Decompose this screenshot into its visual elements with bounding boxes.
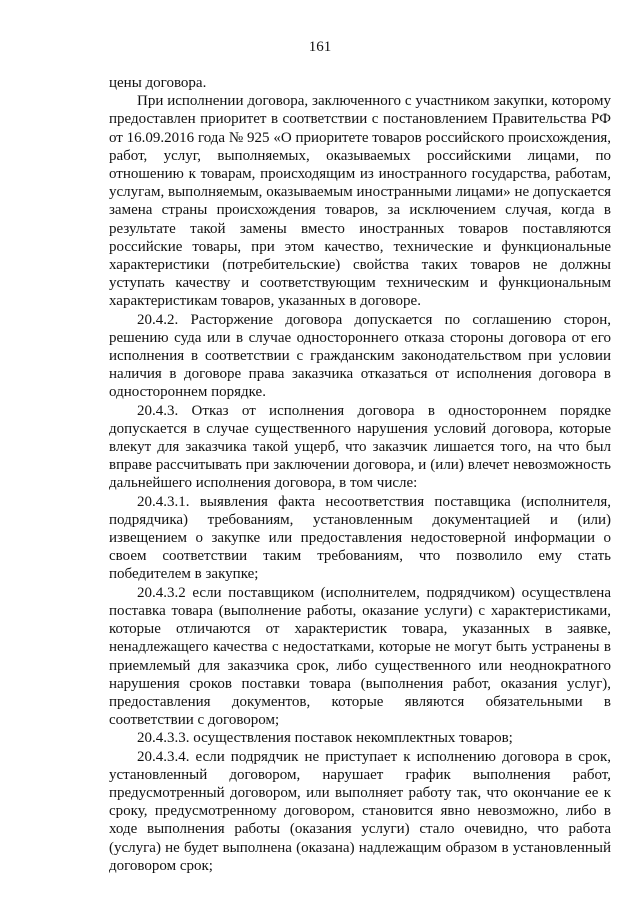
paragraph-20-4-3-1: 20.4.3.1. выявления факта несоответствия поставщика (исполнителя, подрядчика) требованиям, установленным документацией и (или) извещением о закупке или предоставления недостоверной информации о своем соответствии таким требованиям, что позволило ему стать победителем в закупке;: [109, 493, 611, 583]
paragraph-20-4-3-4: 20.4.3.4. если подрядчик не приступает к исполнению договора в срок, установленный договором, нарушает график выполнения работ, предусмотренный договором, или выполняет работу так, что окончание ее к сроку, предусмотренному договором, становится явно невозможно, либо в ходе выполнения работы (оказания услуги) стало очевидно, что работа (услуга) не будет выполнена (оказана) надлежащим образом в установленный договором срок;: [109, 748, 611, 874]
page-number: 161: [308, 39, 332, 55]
paragraph-priority-goods: При исполнении договора, заключенного с участником закупки, которому предоставлен приоритет в соответствии с постановлением Правительства РФ от 16.09.2016 года № 925 «О приоритете товаров российского происхождения, работ, услуг, выполняемых, оказываемых российскими лицами, по отношению к товарам, происходящим из иностранного государства, работам, услугам, выполняемым, оказываемым иностранными лицами» не допускается замена страны происхождения товаров, за исключением случая, когда в результате такой замены вместо иностранных товаров поставляются российские товары, при этом качество, технические и функциональные характеристики (потребительские) свойства таких товаров не должны уступать качеству и соответствующим техническим и функциональным характеристикам товаров, указанных в договоре.: [109, 93, 611, 310]
paragraph-20-4-2: 20.4.2. Расторжение договора допускается по соглашению сторон, решению суда или в случае одностороннего отказа стороны договора от его исполнения в соответствии с гражданским законодательством при условии наличия в договоре права заказчика отказаться от исполнения договора в одностороннем порядке.: [109, 311, 611, 401]
paragraph-contract-price: цены договора.: [109, 75, 207, 91]
paragraph-20-4-3-2: 20.4.3.2 если поставщиком (исполнителем, подрядчиком) осуществлена поставка товара (выполнение работы, оказание услуги) с характеристиками, которые отличаются от характеристик товара, указанных в заявке, ненадлежащего качества с недостатками, которые не могут быть устранены в приемлемый для заказчика срок, либо существенного или неоднократного нарушения сроков поставки товара (выполнения работ, оказания услуг), предоставления документов, которые являются обязательными в соответствии с договором;: [109, 584, 611, 729]
paragraph-20-4-3-3: 20.4.3.3. осуществления поставок некомплектных товаров;: [137, 730, 513, 747]
paragraph-20-4-3: 20.4.3. Отказ от исполнения договора в одностороннем порядке допускается в случае существенного нарушения условий договора, которые влекут для заказчика такой ущерб, что заказчик лишается того, на что был вправе рассчитывать при заключении договора, и (или) влечет невозможность дальнейшего исполнения договора, в том числе:: [109, 402, 611, 492]
document-body: [109, 74, 611, 875]
